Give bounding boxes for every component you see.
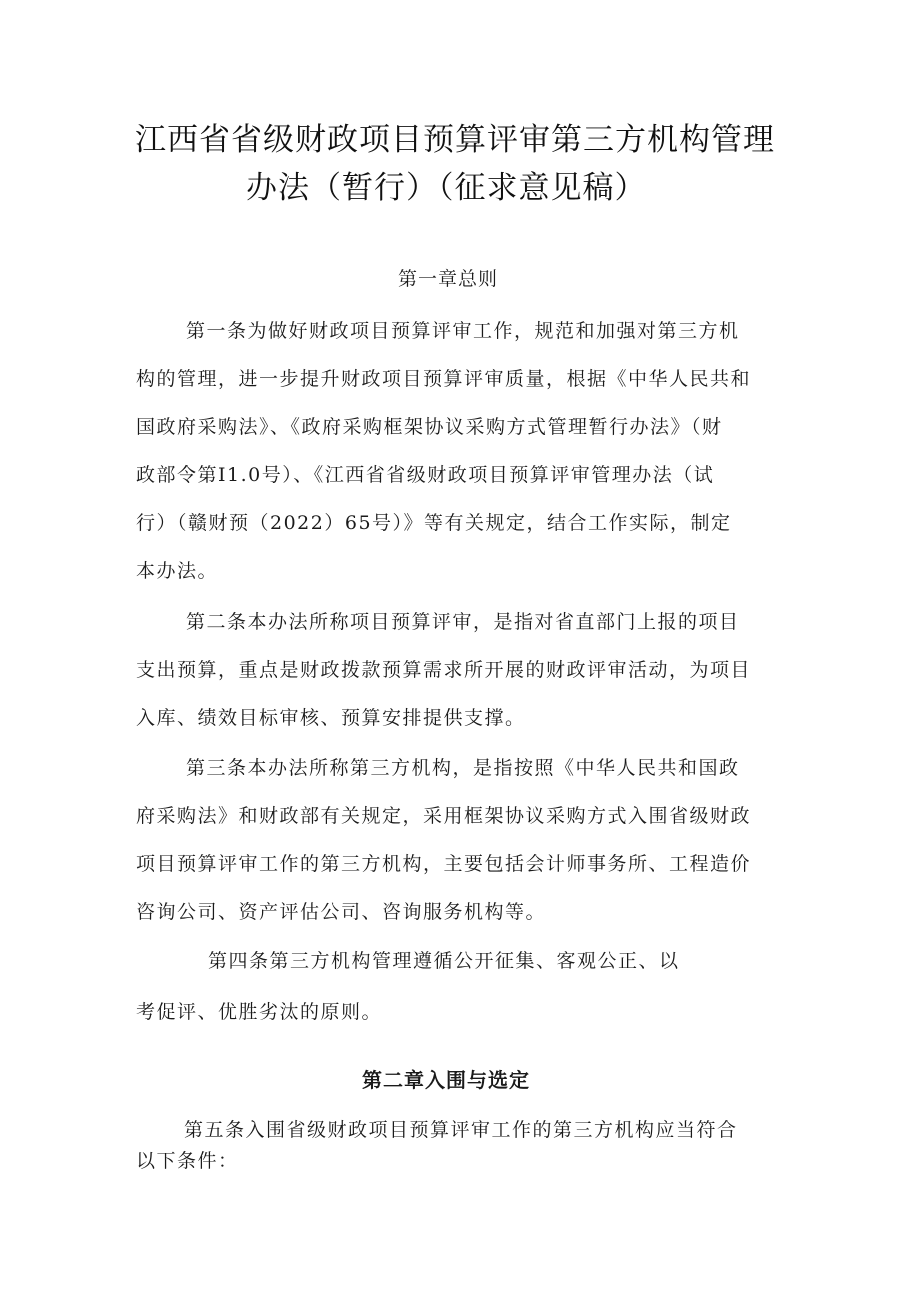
article-5-line: 以下条件： [136,1150,239,1172]
article-1-line: 国政府采购法》、《政府采购框架协议采购方式管理暂行办法》（财 [136,416,723,438]
article-1-line: 构的管理，进一步提升财政项目预算评审质量，根据《中华人民共和 [136,368,752,390]
article-3-line: 第三条本办法所称第三方机构，是指按照《中华人民共和国政 [186,757,740,779]
article-5-line: 第五条入围省级财政项目预算评审工作的第三方机构应当符合 [184,1119,738,1141]
chapter-1-heading: 第一章总则 [398,268,499,290]
article-2-line: 第二条本办法所称项目预算评审，是指对省直部门上报的项目 [186,611,740,633]
document-title-line-1: 江西省省级财政项目预算评审第三方机构管理 [135,122,775,158]
article-4-line: 第四条第三方机构管理遵循公开征集、客观公正、以 [208,950,680,972]
document-title-line-2: 办法（暂行）（征求意见稿） [246,170,647,206]
article-1-line: 政部令第I1.0号）、《江西省省级财政项目预算评审管理办法（试 [136,464,715,486]
article-4-line: 考促评、优胜劣汰的原则。 [136,1001,383,1023]
article-1-line: 行）（赣财预（2022）65号）》等有关规定，结合工作实际，制定 [136,512,732,534]
article-1-line: 本办法。 [136,560,219,582]
article-3-line: 府采购法》和财政部有关规定，采用框架协议采购方式入围省级财政 [136,805,752,827]
article-2-line: 支出预算，重点是财政拨款预算需求所开展的财政评审活动，为项目 [136,659,752,681]
article-3-line: 项目预算评审工作的第三方机构，主要包括会计师事务所、工程造价 [136,853,752,875]
chapter-2-heading: 第二章入围与选定 [362,1068,530,1092]
article-1-line: 第一条为做好财政项目预算评审工作，规范和加强对第三方机 [186,320,740,342]
article-3-line: 咨询公司、资产评估公司、咨询服务机构等。 [136,901,547,923]
article-2-line: 入库、绩效目标审核、预算安排提供支撑。 [136,707,526,729]
